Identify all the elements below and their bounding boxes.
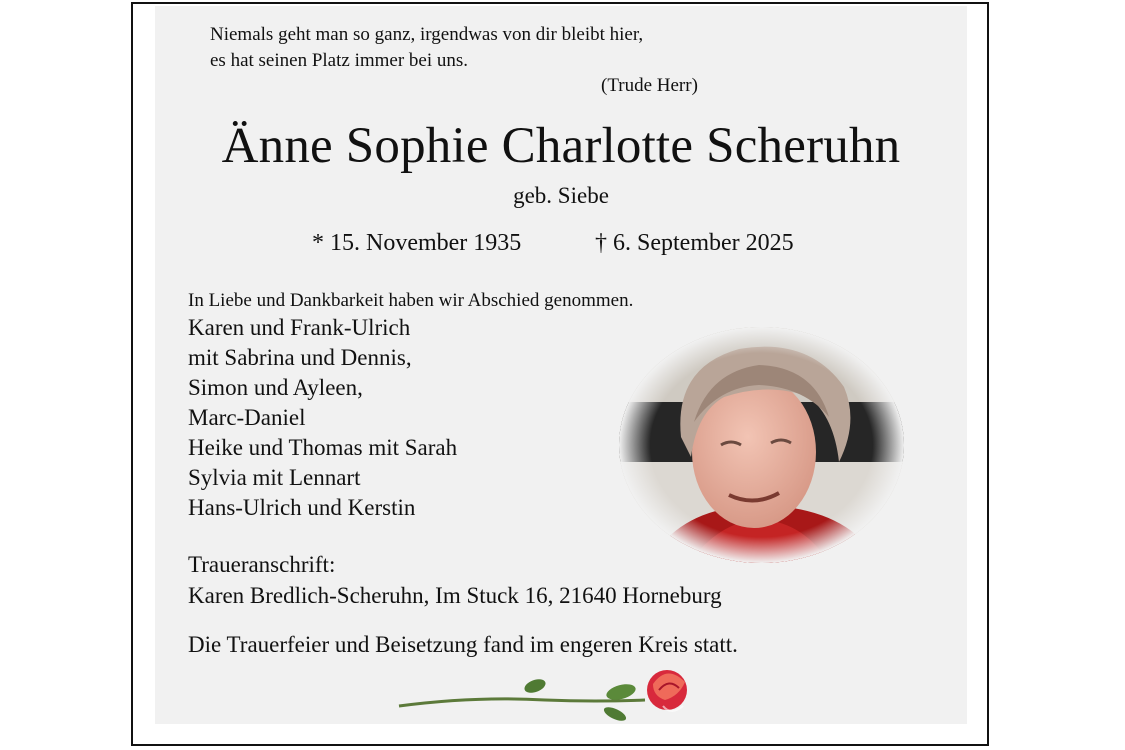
mourner-line: Hans-Ulrich und Kerstin: [188, 495, 416, 520]
quote-line-1: Niemals geht man so ganz, irgendwas von dir bleibt hier,: [210, 24, 644, 45]
mourner-line: Marc-Daniel: [188, 405, 306, 430]
address-label: Traueranschrift:: [188, 552, 336, 577]
quote-line-2: es hat seinen Platz immer bei uns.: [210, 50, 469, 71]
mourner-line: mit Sabrina und Dennis,: [188, 345, 412, 370]
portrait-illustration: [619, 327, 904, 563]
mourner-line: Simon und Ayleen,: [188, 375, 363, 400]
notice-background: [155, 6, 967, 724]
red-rose-icon: [395, 656, 695, 726]
deceased-name: Änne Sophie Charlotte Scheruhn: [221, 118, 901, 174]
portrait-photo: [619, 327, 904, 563]
quote-author: (Trude Herr): [601, 75, 698, 96]
farewell-intro: In Liebe und Dankbarkeit haben wir Abschied genommen.: [188, 290, 634, 311]
address-value: Karen Bredlich-Scheruhn, Im Stuck 16, 21640 Horneburg: [188, 583, 722, 608]
mourner-line: Karen und Frank-Ulrich: [188, 315, 411, 340]
birth-name: geb. Siebe: [513, 183, 609, 208]
obituary-notice: [131, 2, 989, 746]
mourner-line: Heike und Thomas mit Sarah: [188, 435, 458, 460]
death-date: † 6. September 2025: [595, 230, 794, 256]
ceremony-note: Die Trauerfeier und Beisetzung fand im engeren Kreis statt.: [188, 632, 738, 657]
birth-date: * 15. November 1935: [312, 230, 522, 256]
mourner-line: Sylvia mit Lennart: [188, 465, 361, 490]
mourners-list: [188, 313, 457, 523]
